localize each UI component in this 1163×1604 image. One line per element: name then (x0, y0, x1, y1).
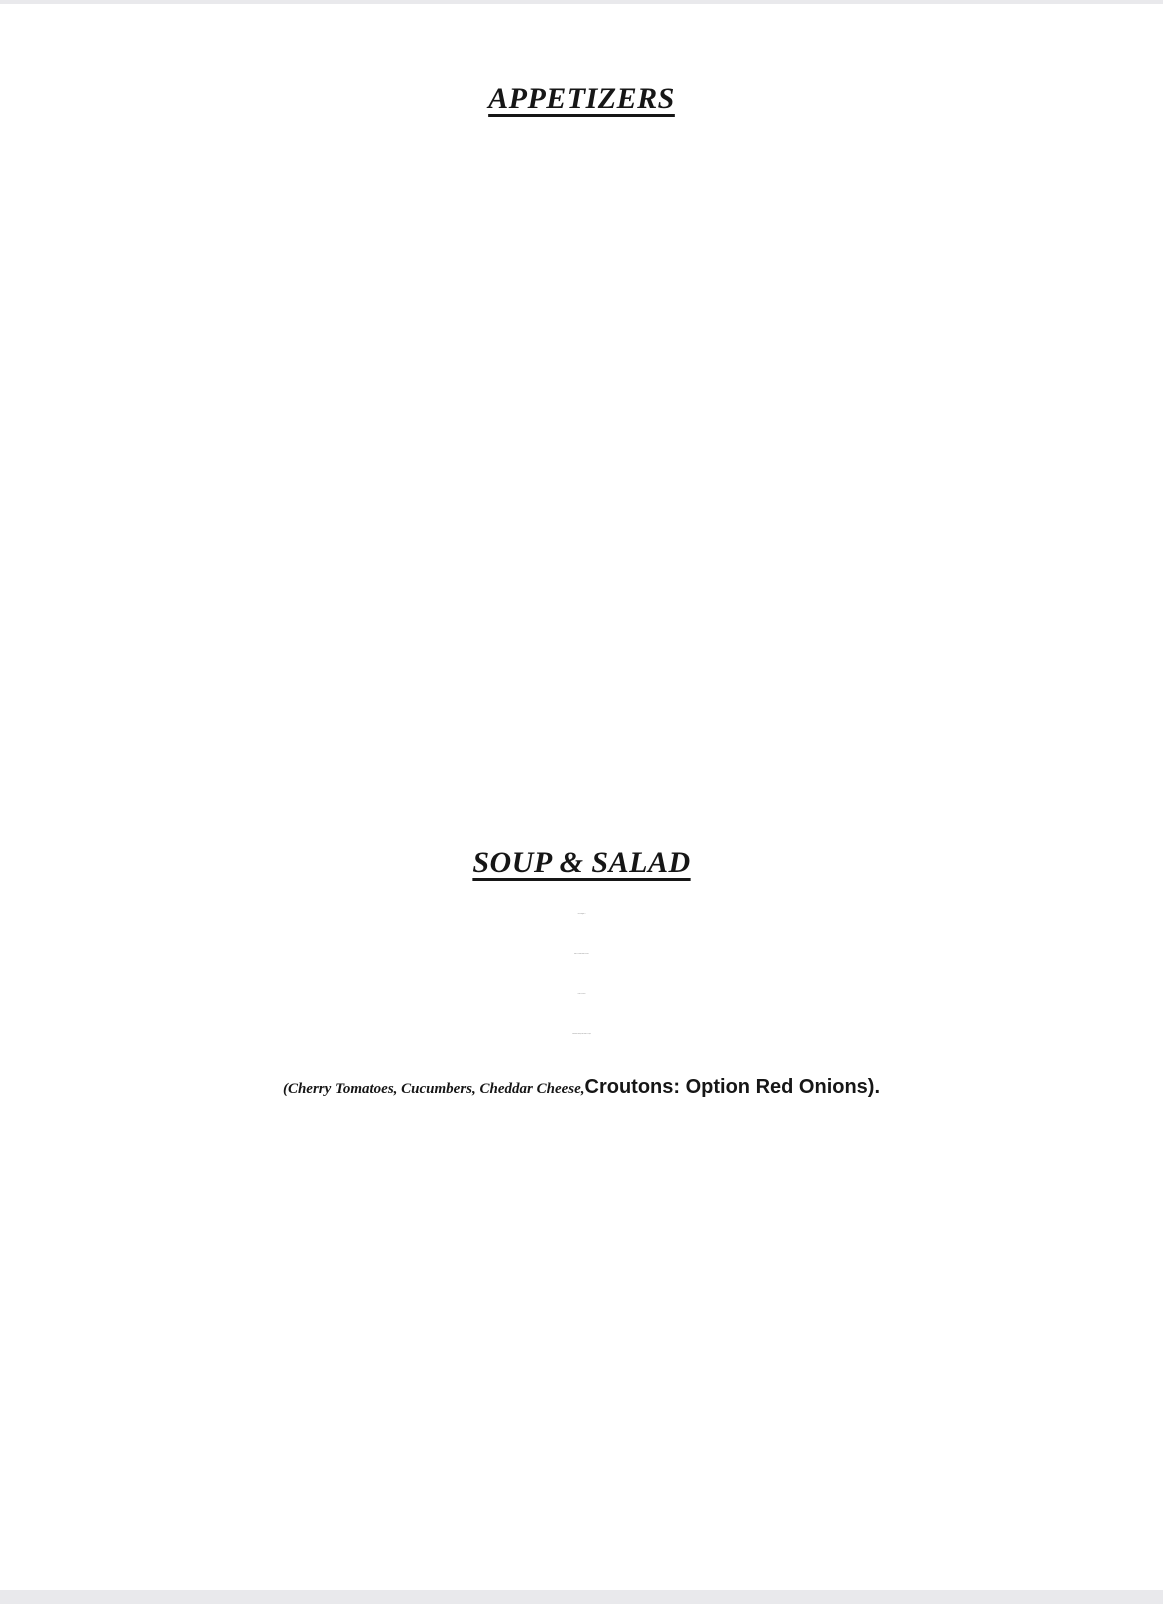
salad-toppings-line (0, 1076, 1163, 1099)
menu-item-crab-bisque: CRAB BISQUE 5 (577, 914, 586, 915)
menu-item-large-caesar: LARGE CAESAR 7 (577, 994, 586, 995)
soup-salad-heading: SOUP & SALAD (472, 846, 691, 879)
menu-page (0, 4, 1163, 1590)
appetizers-heading: APPETIZERS (488, 82, 675, 115)
salad-croutons-option: Croutons: Option Red Onions). (584, 1076, 881, 1098)
menu-item-hitching-post: HITCHING POST (LARGE SIDE SALAD) 7 (572, 1034, 591, 1035)
menu-item-side-salad: SIDE SALAD OR SIDE CAESAR 4 (574, 954, 589, 955)
salad-toppings: (Cherry Tomatoes, Cucumbers, Cheddar Cheese, (282, 1081, 585, 1097)
